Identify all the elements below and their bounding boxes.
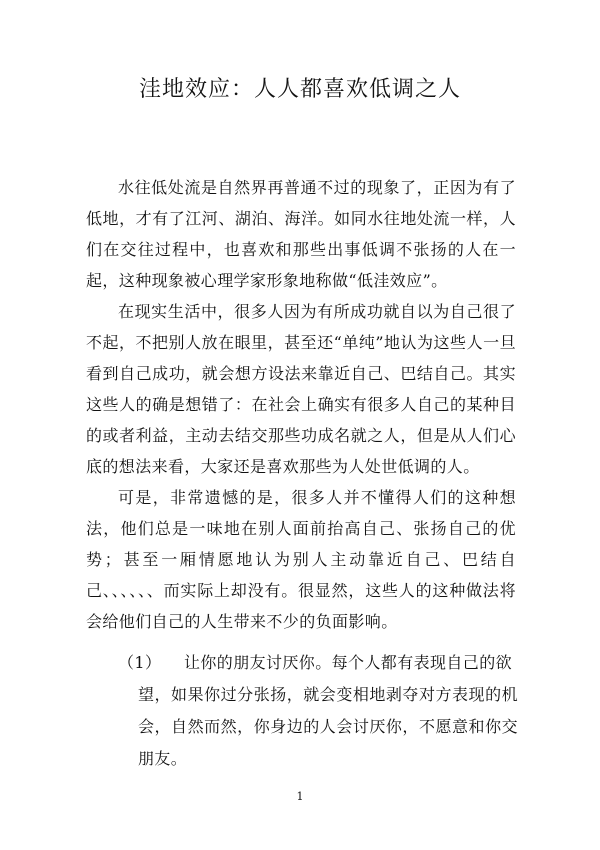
paragraph-3: 可是，非常遗憾的是，很多人并不懂得人们的这种想法，他们总是一味地在别人面前抬高自己、张扬自己的优势；甚至一厢情愿地认为别人主动靠近自己、巴结自己、、、、、、而实际上却没有。很显然，这些人的这种做法将会给他们自己的人生带来不少的负面影响。 (86, 488, 516, 631)
paragraph-2: 在现实生活中，很多人因为有所成功就自以为自己很了不起，不把别人放在眼里，甚至还“单纯”地认为这些人一旦看到自己成功，就会想方设法来靠近自己、巴结自己。其实这些人的确是想错了：在社会上确实有很多人自己的某种目的或者利益，主动去结交那些功成名就之人，但是从人们心底的想法来看，大家还是喜欢那些为人处世低调的人。 (86, 302, 516, 476)
document-body (86, 172, 516, 637)
page-number: 1 (296, 790, 304, 803)
paragraph-1: 水往低处流是自然界再普通不过的现象了，正因为有了低地，才有了江河、湖泊、海洋。如同水往地处流一样，人们在交往过程中，也喜欢和那些出事低调不张扬的人在一起，这种现象被心理学家形象地称做“低洼效应”。 (86, 178, 516, 290)
list-marker: （1） (118, 653, 162, 672)
document-title: 洼地效应：人人都喜欢低调之人 (138, 77, 461, 102)
list-item-1 (118, 647, 518, 775)
list-item-continuation: 望，如果你过分张扬，就会变相地剥夺对方表现的机会，自然而然，你身边的人会讨厌你，不愿意和你交朋友。 (138, 685, 518, 768)
list-item-text (118, 647, 518, 775)
list-item-first-line: 让你的朋友讨厌你。每个人都有表现自己的欲 (184, 653, 513, 672)
